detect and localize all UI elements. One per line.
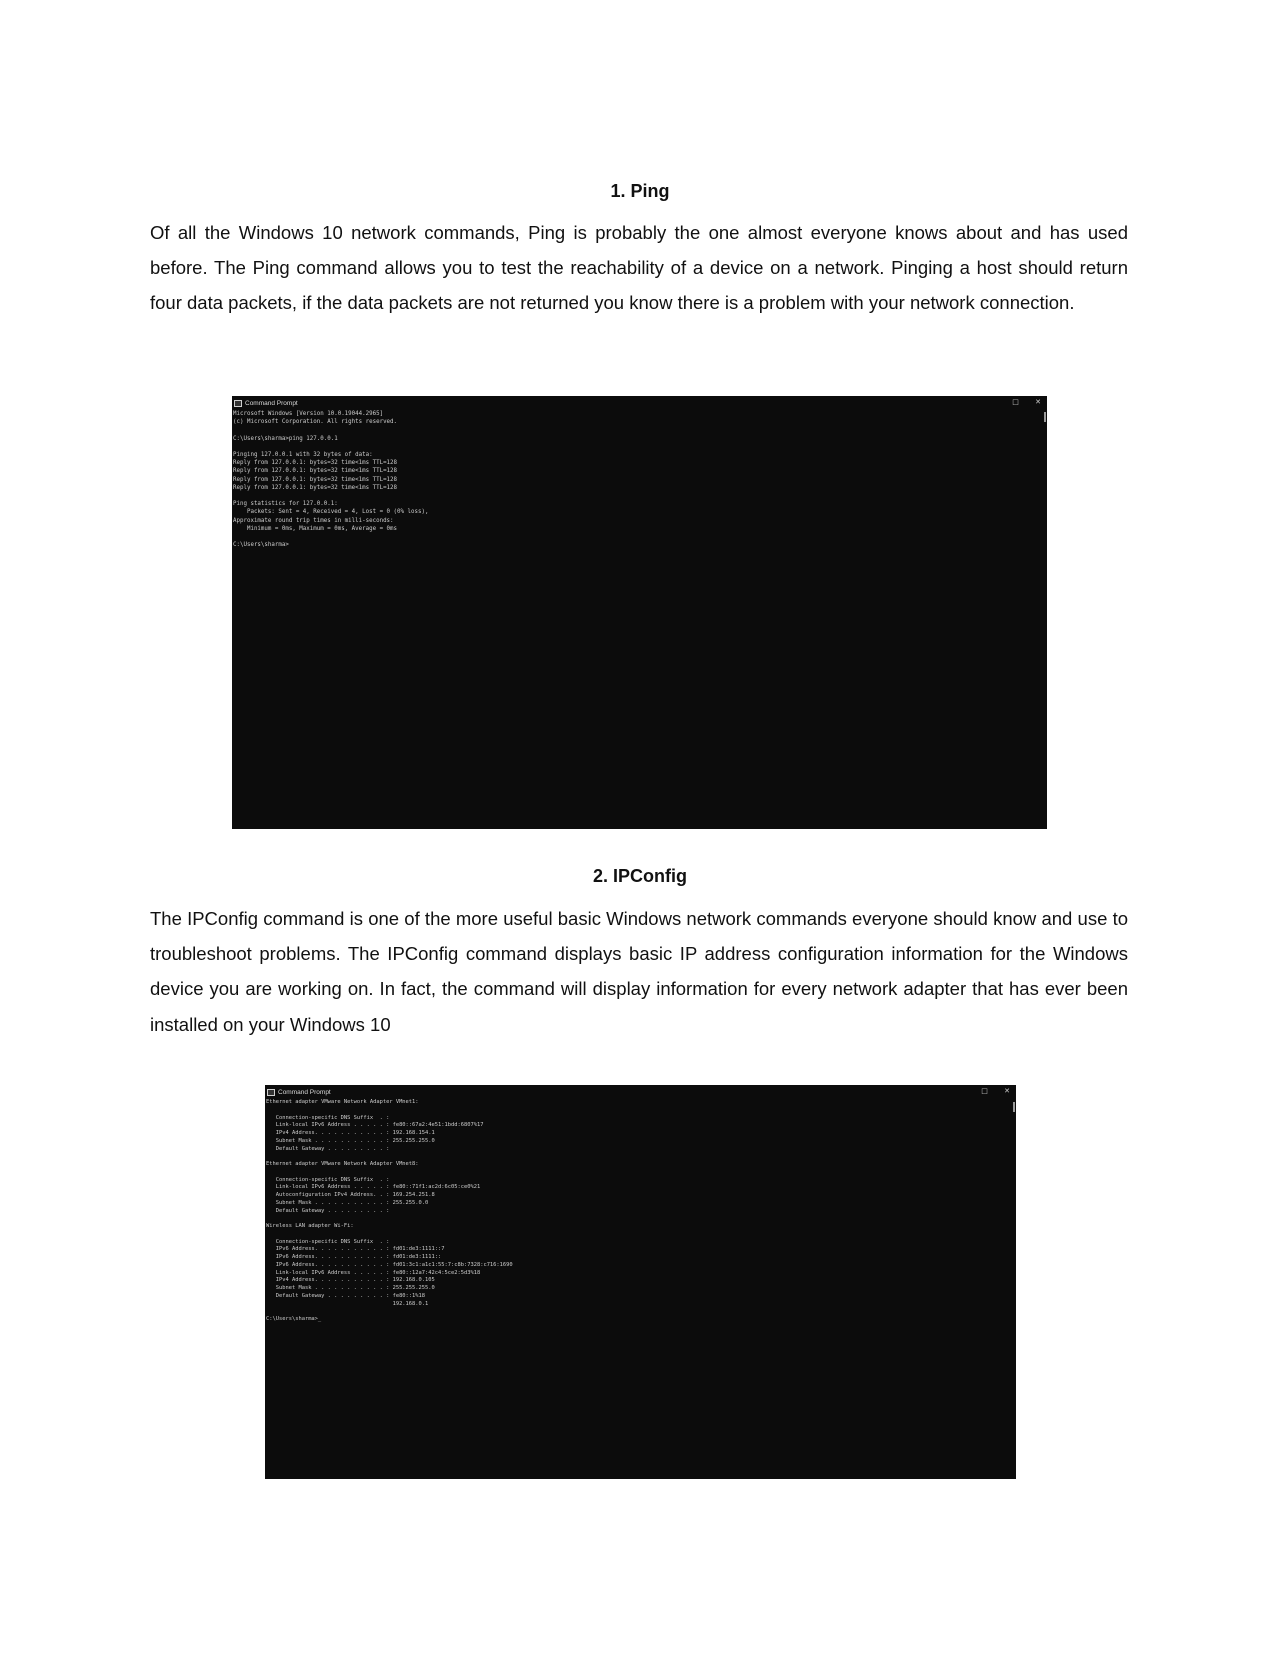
- console-line: Link-local IPv6 Address . . . . . : fe80::71f1:ac2d:6c05:ce0%21: [266, 1184, 481, 1191]
- console-line: Packets: Sent = 4, Received = 4, Lost = 0 (0% loss),: [233, 509, 429, 516]
- console-line: [266, 1107, 1016, 1115]
- section-heading-ping: 1. Ping: [610, 181, 670, 201]
- console-window-title: Command Prompt: [245, 399, 298, 407]
- console-line: [266, 1153, 1016, 1161]
- console-line: IPv6 Address. . . . . . . . . . . : fd01:3c1:a1c1:55:7:c8b:7328:c716:1690: [266, 1261, 513, 1268]
- console-window-title: Command Prompt: [278, 1088, 331, 1096]
- console-line: Pinging 127.0.0.1 with 32 bytes of data:: [233, 452, 373, 459]
- console-line: C:\Users\sharma>ping 127.0.0.1: [233, 435, 338, 442]
- console-line: Reply from 127.0.0.1: bytes=32 time<1ms TTL=128: [233, 476, 398, 483]
- console-line: IPv4 Address. . . . . . . . . . . : 192.168.154.1: [266, 1130, 435, 1136]
- console-line: C:\Users\sharma>: [233, 542, 289, 549]
- console-output: [232, 410, 1047, 549]
- console-line: [266, 1231, 1016, 1239]
- terminal-icon: [234, 400, 242, 407]
- console-line: Minimum = 0ms, Maximum = 0ms, Average = 0ms: [233, 525, 398, 532]
- maximize-icon: □: [981, 1087, 988, 1095]
- console-titlebar: [265, 1085, 1016, 1099]
- console-line: Default Gateway . . . . . . . . . : fe80::1%18: [266, 1292, 426, 1299]
- console-line: [233, 533, 1047, 541]
- console-line: IPv6 Address. . . . . . . . . . . : fd01:de3:1111::: [266, 1254, 442, 1260]
- console-titlebar: [232, 396, 1047, 410]
- console-line: [233, 443, 1047, 451]
- console-line: C:\Users\sharma>_: [266, 1316, 322, 1322]
- scrollbar-thumb: [1044, 412, 1046, 422]
- console-line: [233, 426, 1047, 434]
- console-line: Default Gateway . . . . . . . . . :: [266, 1207, 390, 1214]
- console-line: Connection-specific DNS Suffix . :: [266, 1176, 390, 1183]
- console-line: [266, 1215, 1016, 1223]
- console-line: [233, 492, 1047, 500]
- console-line: Link-local IPv6 Address . . . . . : fe80::12a7:42c4:5ce2:5d3%18: [266, 1269, 481, 1276]
- console-line: IPv6 Address. . . . . . . . . . . : fd01:de3:1111::7: [266, 1246, 445, 1253]
- console-line: Approximate round trip times in milli-seconds:: [233, 517, 394, 524]
- window-controls: [967, 1087, 1010, 1095]
- console-line: Link-local IPv6 Address . . . . . : fe80::67a2:4e51:1bdd:6807%17: [266, 1122, 484, 1129]
- terminal-icon: [267, 1089, 275, 1096]
- console-line: (c) Microsoft Corporation. All rights reserved.: [233, 419, 398, 426]
- console-line: Autoconfiguration IPv4 Address. . : 169.254.251.8: [266, 1192, 435, 1198]
- console-line: Reply from 127.0.0.1: bytes=32 time<1ms TTL=128: [233, 484, 398, 491]
- console-line: Ping statistics for 127.0.0.1:: [233, 501, 338, 508]
- console-line: Connection-specific DNS Suffix . :: [266, 1114, 390, 1121]
- console-line: Wireless LAN adapter Wi-Fi:: [266, 1223, 354, 1229]
- close-icon: ✕: [1035, 398, 1041, 406]
- console-line: [266, 1308, 1016, 1316]
- command-prompt-screenshot-ping: [232, 396, 1047, 829]
- console-line: [266, 1169, 1016, 1177]
- close-icon: ✕: [1004, 1087, 1010, 1095]
- scrollbar-thumb: [1013, 1102, 1015, 1112]
- console-line: Default Gateway . . . . . . . . . :: [266, 1145, 390, 1152]
- console-line: Ethernet adapter VMware Network Adapter VMnet8:: [266, 1161, 419, 1167]
- command-prompt-screenshot-ipconfig: [265, 1085, 1016, 1479]
- section-paragraph-ping: Of all the Windows 10 network commands, Ping is probably the one almost everyone knows about and has used before. The Ping command allows you to test the reachability of a device on a network. Pinging a host should return four data packets, if the data packets are not returned you know there is a problem with your network connection.: [150, 222, 1128, 314]
- section-paragraph-ipconfig: The IPConfig command is one of the more useful basic Windows network commands everyone should know and use to troubleshoot problems. The IPConfig command displays basic IP address configuration information for the Windows device you are working on. In fact, the command will display information for every network adapter that has ever been installed on your Windows 10: [150, 908, 1128, 1035]
- console-line: Reply from 127.0.0.1: bytes=32 time<1ms TTL=128: [233, 468, 398, 475]
- console-line: Reply from 127.0.0.1: bytes=32 time<1ms TTL=128: [233, 460, 398, 467]
- console-line: Microsoft Windows [Version 10.0.19044.2965]: [233, 411, 384, 417]
- window-controls: [998, 398, 1041, 406]
- console-line: Subnet Mask . . . . . . . . . . . : 255.255.255.0: [266, 1137, 435, 1144]
- console-line: 192.168.0.1: [266, 1300, 429, 1307]
- console-line: Ethernet adapter VMware Network Adapter VMnet1:: [266, 1099, 419, 1105]
- console-line: Subnet Mask . . . . . . . . . . . : 255.255.0.0: [266, 1199, 429, 1206]
- console-line: IPv4 Address. . . . . . . . . . . : 192.168.0.105: [266, 1277, 435, 1284]
- console-line: Subnet Mask . . . . . . . . . . . : 255.255.255.0: [266, 1285, 435, 1291]
- section-heading-ipconfig: 2. IPConfig: [593, 866, 687, 886]
- console-line: Connection-specific DNS Suffix . :: [266, 1238, 390, 1245]
- console-output: [265, 1099, 1016, 1324]
- maximize-icon: □: [1012, 398, 1019, 406]
